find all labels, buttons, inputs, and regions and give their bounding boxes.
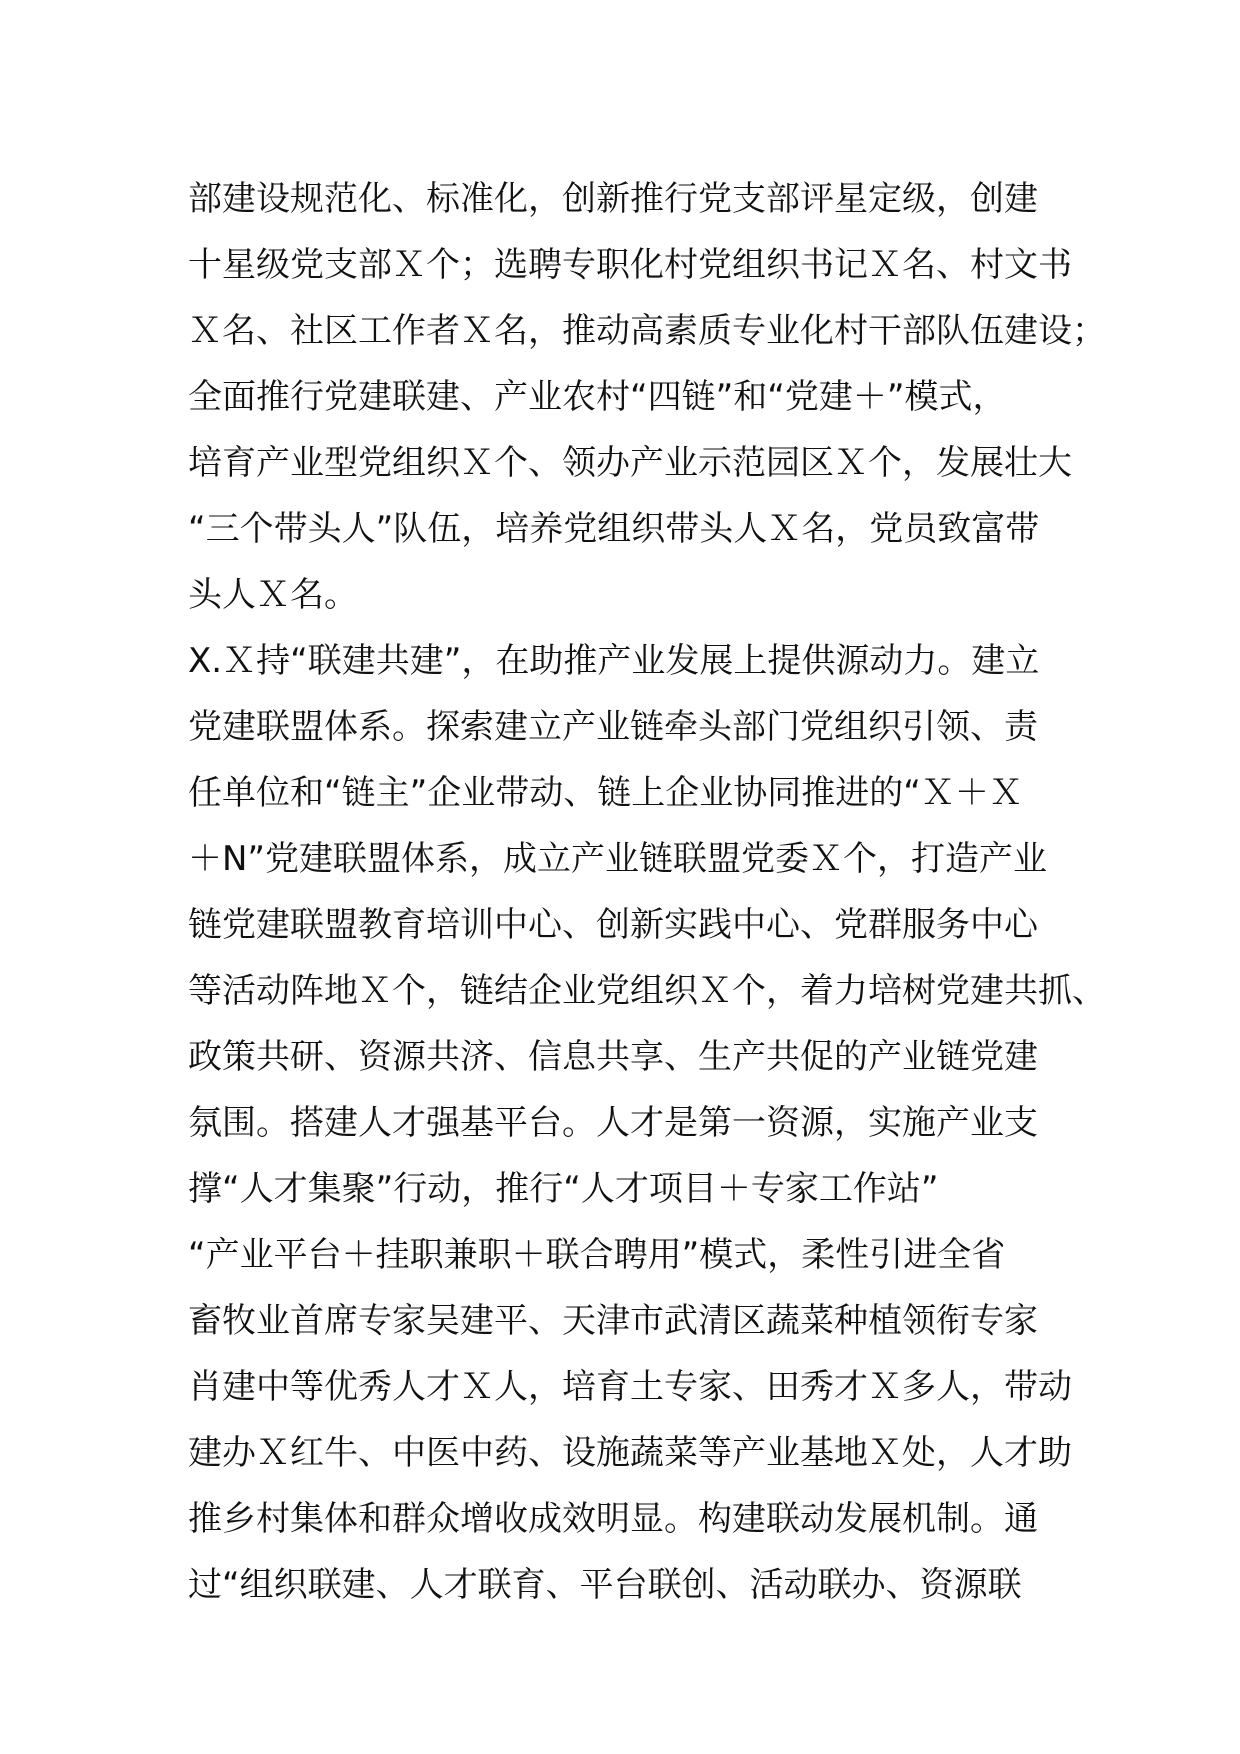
text-line: 过“组织联建、人才联育、平台联创、活动联办、资源联 [188, 1565, 1022, 1605]
body-text [188, 166, 1106, 1618]
text-line: 推乡村集体和群众增收成效明显。构建联动发展机制。通 [188, 1499, 1038, 1539]
text-line: 全面推行党建联建、产业农村“四链”和“党建＋”模式， [188, 377, 1007, 417]
text-line: 建办Ｘ红牛、中医中药、设施蔬菜等产业基地Ｘ处，人才助 [188, 1433, 1072, 1473]
text-line: 任单位和“链主”企业带动、链上企业协同推进的“Ｘ＋Ｘ [188, 773, 1023, 813]
text-line: 头人Ｘ名。 [188, 575, 358, 615]
text-line: 氛围。搭建人才强基平台。人才是第一资源，实施产业支 [188, 1103, 1038, 1143]
text-line: 政策共研、资源共济、信息共享、生产共促的产业链党建 [188, 1037, 1038, 1077]
text-line: 培育产业型党组织Ｘ个、领办产业示范园区Ｘ个，发展壮大 [188, 443, 1072, 483]
text-line: 撑“人才集聚”行动，推行“人才项目＋专家工作站” [188, 1169, 939, 1209]
text-line: 十星级党支部Ｘ个；选聘专职化村党组织书记Ｘ名、村文书 [188, 245, 1072, 285]
text-line: 肖建中等优秀人才Ｘ人，培育土专家、田秀才Ｘ多人，带动 [188, 1367, 1072, 1407]
text-line: “三个带头人”队伍，培养党组织带头人Ｘ名，党员致富带 [188, 509, 1040, 549]
text-line: 部建设规范化、标准化，创新推行党支部评星定级，创建 [188, 179, 1038, 219]
text-line: ＋N”党建联盟体系，成立产业链联盟党委Ｘ个，打造产业 [188, 839, 1048, 879]
text-line: 党建联盟体系。探索建立产业链牵头部门党组织引领、责 [188, 707, 1038, 747]
text-line: Ｘ名、社区工作者Ｘ名，推动高素质专业化村干部队伍建设； [188, 311, 1106, 351]
text-line: 畜牧业首席专家吴建平、天津市武清区蔬菜种植领衔专家 [188, 1301, 1038, 1341]
text-line: 等活动阵地Ｘ个，链结企业党组织Ｘ个，着力培树党建共抓、 [188, 971, 1106, 1011]
text-line: 链党建联盟教育培训中心、创新实践中心、党群服务中心 [188, 905, 1038, 945]
text-line: “产业平台＋挂职兼职＋联合聘用”模式，柔性引进全省 [188, 1235, 1006, 1275]
section-heading-line: X.Ｘ持“联建共建”，在助推产业发展上提供源动力。建立 [188, 641, 1040, 681]
